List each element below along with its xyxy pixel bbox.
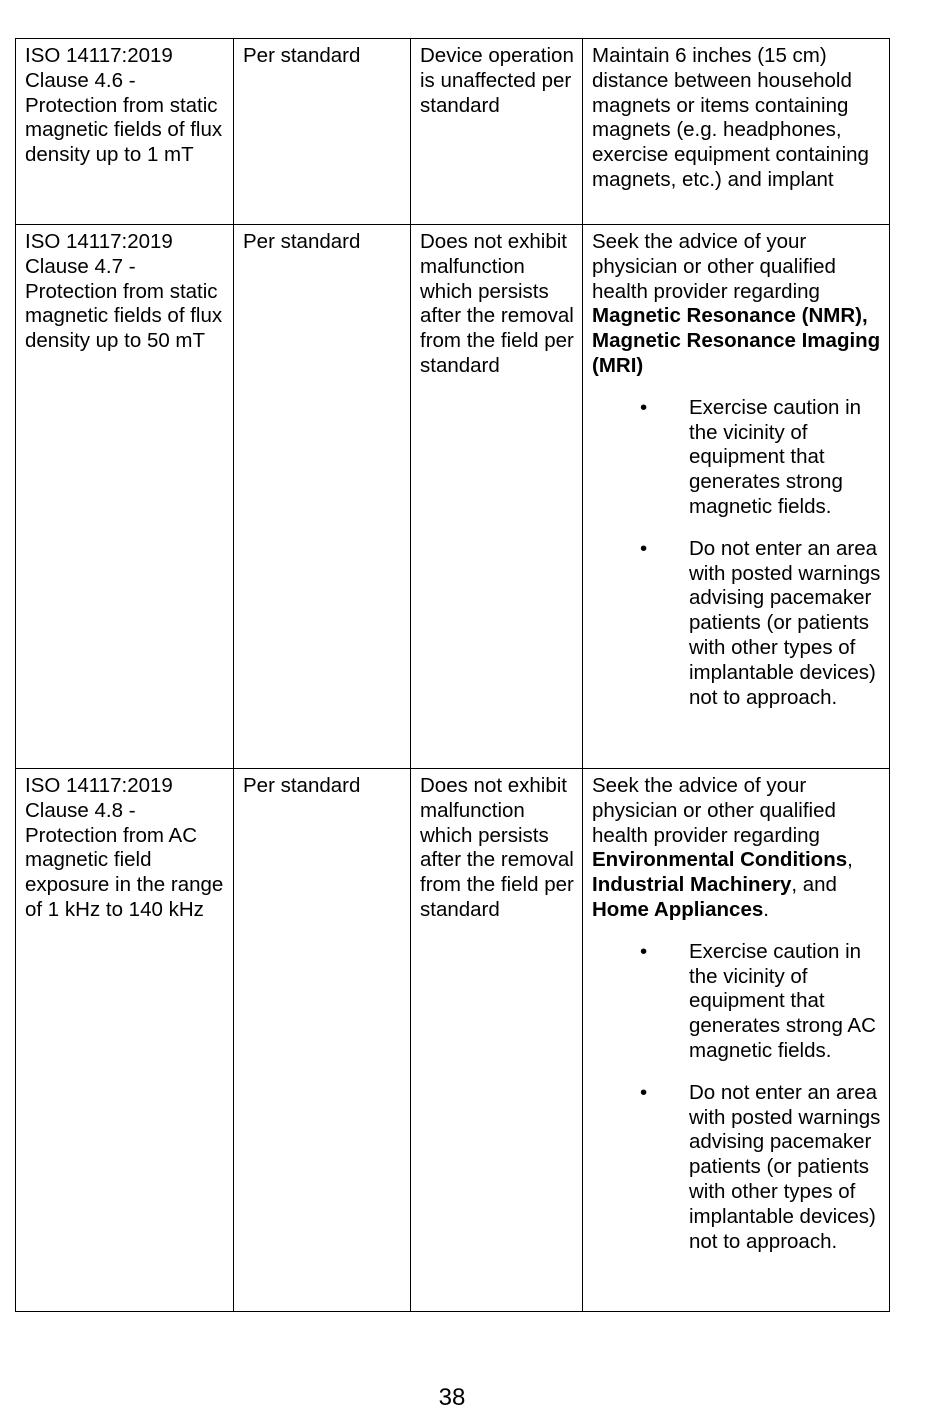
guidance-term-home: Home Appliances <box>592 897 764 921</box>
guidance-cell <box>583 769 890 1312</box>
bullet-text: Do not enter an area with posted warnings advising pacemaker patients (or patients with other types of implantable devices) not to approach. <box>689 536 881 709</box>
bullet-text: Do not enter an area with posted warnings advising pacemaker patients (or patients with other types of implantable devices) not to approach. <box>689 1080 881 1253</box>
list-item <box>592 396 881 520</box>
result-cell <box>411 769 583 1312</box>
test-level-cell <box>234 225 411 769</box>
table-row <box>16 39 890 225</box>
bullet-text: Exercise caution in the vicinity of equipment that generates strong magnetic fields. <box>689 395 862 518</box>
bullet-icon: • <box>640 1080 648 1104</box>
standard-cell <box>16 769 234 1312</box>
standard-cell <box>16 39 234 225</box>
guidance-bullet-list <box>592 396 881 711</box>
guidance-text <box>592 230 881 379</box>
bullet-icon: • <box>640 939 648 963</box>
guidance-text: Maintain 6 inches (15 cm) distance between household magnets or items containing magnets (e.g. headphones, exercise equipment containing magnets, etc.) and implant <box>592 44 869 191</box>
standard-text: ISO 14117:2019 Clause 4.6 - Protection from static magnetic fields of flux density up to 1 mT <box>25 44 223 167</box>
result-text: Device operation is unaffected per standard <box>420 44 574 117</box>
list-item <box>592 537 881 711</box>
guidance-intro: Seek the advice of your physician or other qualified health provider regarding <box>592 774 836 847</box>
table-row <box>16 225 890 769</box>
test-level-cell <box>234 39 411 225</box>
guidance-term-industrial: Industrial Machinery <box>592 873 792 897</box>
guidance-separator: , and <box>791 873 837 897</box>
standard-text: ISO 14117:2019 Clause 4.8 - Protection from AC magnetic field exposure in the range of 1 kHz to 140 kHz <box>25 774 224 921</box>
test-level-text: Per standard <box>243 774 361 797</box>
guidance-cell <box>583 39 890 225</box>
test-level-text: Per standard <box>243 44 361 67</box>
bullet-icon: • <box>640 536 648 560</box>
result-cell <box>411 225 583 769</box>
guidance-bold-terms: Magnetic Resonance (NMR), Magnetic Resonance Imaging (MRI) <box>592 304 881 377</box>
result-text: Does not exhibit malfunction which persists after the removal from the field per standard <box>420 230 574 377</box>
magnetic-field-compatibility-table <box>15 38 890 1312</box>
bullet-text: Exercise caution in the vicinity of equipment that generates strong AC magnetic fields. <box>689 939 876 1062</box>
test-level-cell <box>234 769 411 1312</box>
guidance-separator: , <box>847 848 853 872</box>
guidance-cell <box>583 225 890 769</box>
bullet-icon: • <box>640 395 648 419</box>
list-item <box>592 1081 881 1255</box>
list-item <box>592 940 881 1064</box>
standard-cell <box>16 225 234 769</box>
result-text: Does not exhibit malfunction which persists after the removal from the field per standard <box>420 774 574 921</box>
guidance-term-environmental: Environmental Conditions <box>592 848 848 872</box>
guidance-intro: Seek the advice of your physician or other qualified health provider regarding <box>592 230 836 303</box>
guidance-end: . <box>763 897 769 921</box>
guidance-bullet-list <box>592 940 881 1255</box>
test-level-text: Per standard <box>243 230 361 253</box>
page-number: 38 <box>438 1384 466 1411</box>
standard-text: ISO 14117:2019 Clause 4.7 - Protection from static magnetic fields of flux density up to 50 mT <box>25 230 223 353</box>
guidance-text <box>592 774 881 923</box>
table-row <box>16 769 890 1312</box>
result-cell <box>411 39 583 225</box>
